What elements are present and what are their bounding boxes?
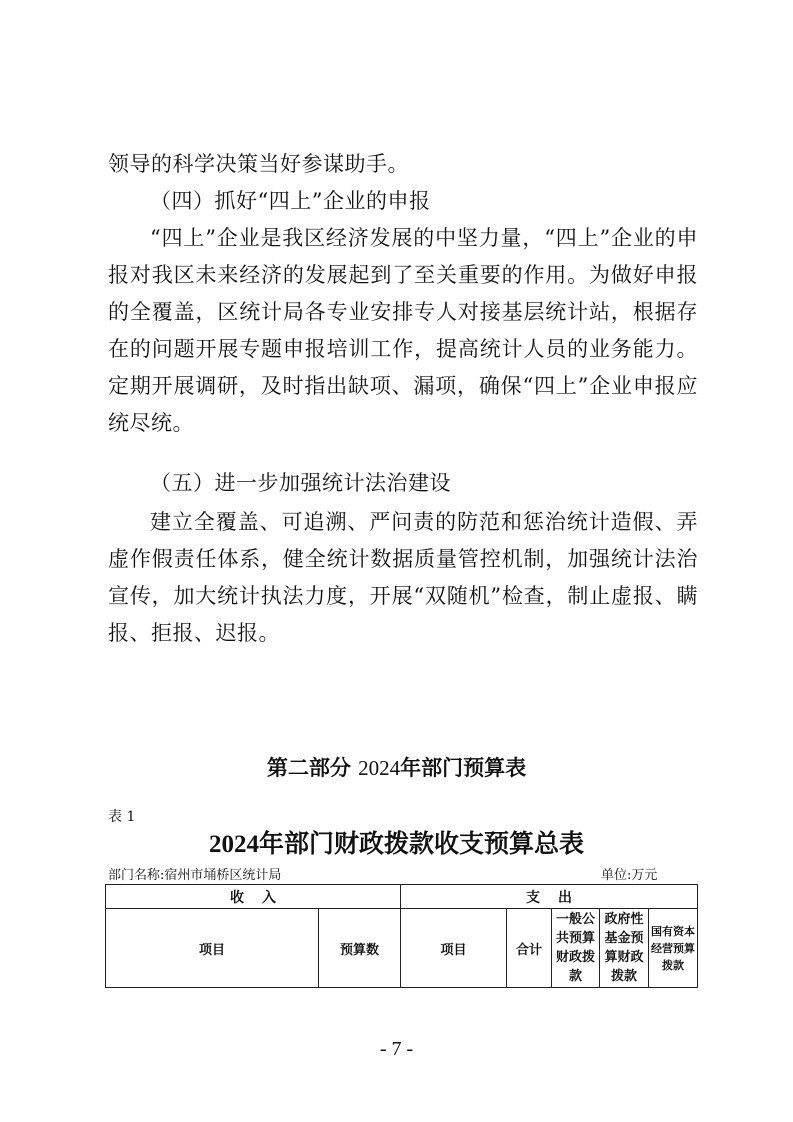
col-general-budget: 一般公共预算财政拨款 [552, 909, 600, 988]
heading-section-4: （四）抓好“四上”企业的申报 [150, 189, 431, 213]
paragraph-legal: 建立全覆盖、可追溯、严问责的防范和惩治统计造假、弄虚作假责任体系，健全统计数据质量管控机制，加强统计法治宣传，加大统计执法力度，开展“双随机”检查，制止虚报、瞒报、拒报、迟报。 [108, 510, 698, 645]
paragraph-continued: 领导的科学决策当好参谋助手。 [108, 152, 409, 176]
heading-section-5: （五）进一步加强统计法治建设 [150, 471, 451, 495]
table-title [0, 824, 793, 860]
paragraph-sishang: “四上”企业是我区经济发展的中坚力量，“四上”企业的申报对我区未来经济的发展起到了至关重要的作用。为做好申报的全覆盖，区统计局各专业安排专人对接基层统计站，根据存在的问题开展专题申报培训工作，提高统计人员的业务能力。定期开展调研，及时指出缺项、漏项，确保“四上”企业申报应统尽统。 [108, 226, 698, 435]
col-budget-amount: 预算数 [319, 909, 401, 988]
part-two-heading [0, 752, 793, 782]
income-header: 收入 [106, 885, 401, 909]
col-state-capital: 国有资本经营预算拨款 [649, 909, 698, 988]
col-income-item: 项目 [106, 909, 319, 988]
part-two-prefix: 第二部分 [266, 756, 351, 780]
col-total: 合计 [507, 909, 552, 988]
part-two-suffix: 年部门预算表 [400, 756, 527, 780]
col-expense-item: 项目 [401, 909, 507, 988]
budget-summary-table [105, 884, 698, 988]
table-title-year: 2024 [208, 831, 259, 858]
table-title-text: 年部门财政拨款收支预算总表 [258, 829, 584, 858]
page-number: - 7 - [379, 1038, 414, 1060]
unit-label: 单位:万元 [601, 868, 658, 883]
part-two-year: 2024 [358, 756, 401, 780]
col-government-fund: 政府性基金预算财政拨款 [600, 909, 649, 988]
department-name: 部门名称:宿州市埇桥区统计局 [108, 868, 282, 883]
table-label: 表 1 [108, 809, 136, 825]
expense-header: 支出 [401, 885, 698, 909]
